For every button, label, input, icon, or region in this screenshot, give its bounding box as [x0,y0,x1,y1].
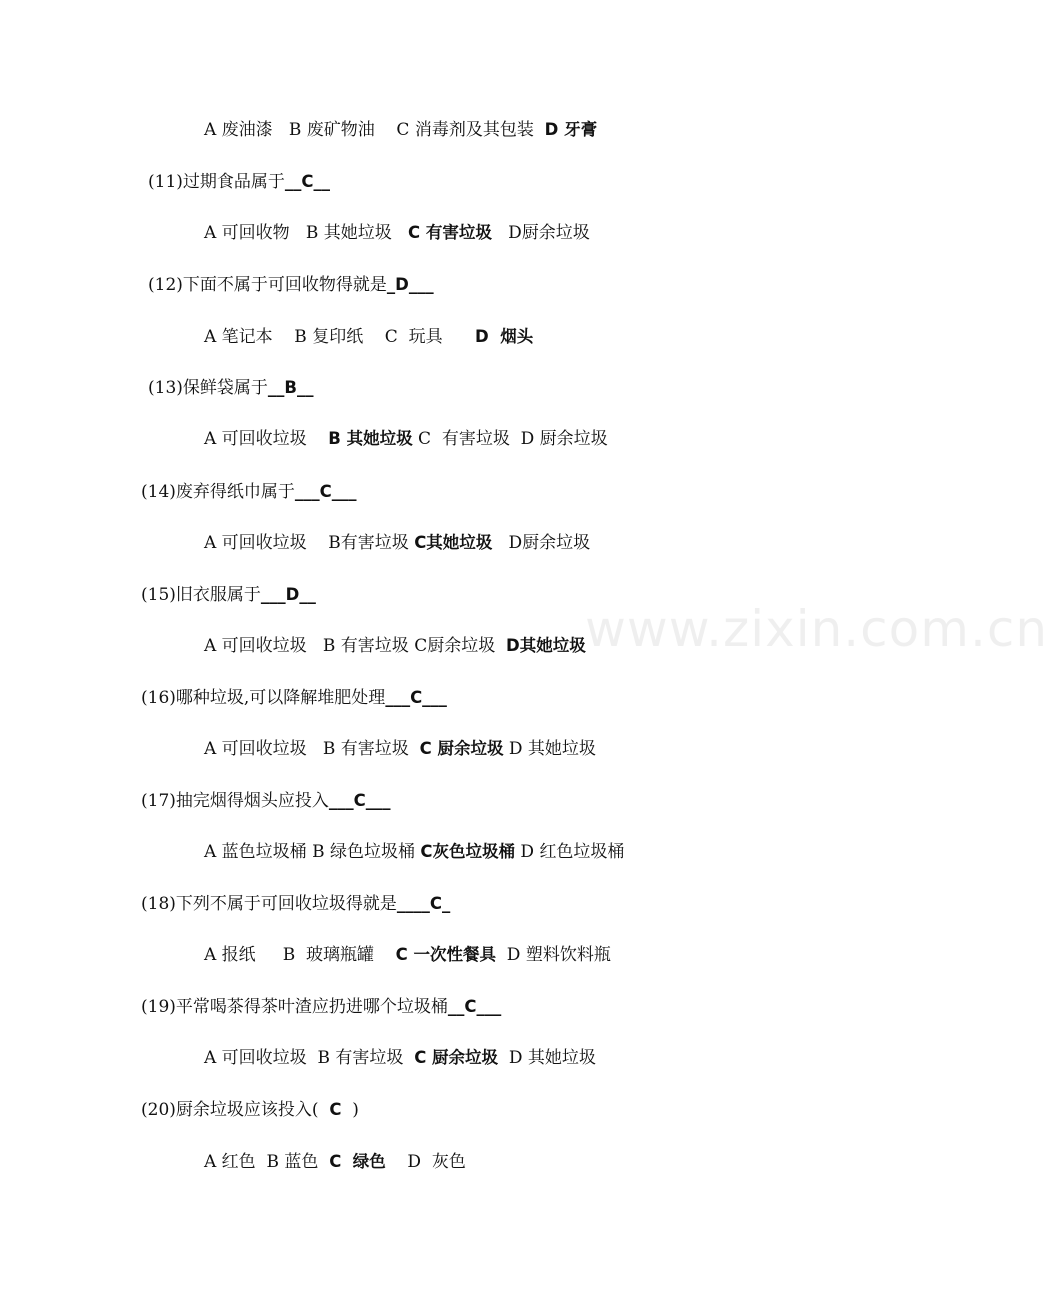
option-text: A 红色 B 蓝色 [204,1152,330,1172]
options-line-19 [204,1047,596,1069]
options-line-13 [204,428,608,450]
answer-option: B 其她垃圾 [328,429,413,448]
answer-blank: __C___ [447,997,502,1016]
options-line-20 [204,1151,466,1173]
options-line-14 [204,532,590,554]
option-text: D厨余垃圾 [492,533,591,553]
question-text: (13)保鲜袋属于 [148,378,268,398]
question-15 [141,584,316,606]
answer-option: C 厨余垃圾 [414,1048,499,1067]
options-line-17 [204,841,624,863]
options-line-10 [204,119,597,141]
answer-option: D 烟头 [475,327,534,346]
answer-option: C 一次性餐具 [395,945,496,964]
option-text: D 塑料饮料瓶 [495,945,611,965]
question-13 [148,377,313,399]
options-line-12 [204,326,533,348]
answer-blank: ___D__ [260,585,316,604]
question-12 [148,274,434,296]
question-text: (16)哪种垃圾,可以降解堆肥处理 [141,688,386,708]
option-text: A 可回收垃圾 B有害垃圾 [204,533,415,553]
answer-blank: __B__ [267,378,314,397]
option-text: C 有害垃圾 D 厨余垃圾 [412,429,608,449]
option-text: A 蓝色垃圾桶 B 绿色垃圾桶 [204,842,421,862]
answer-option: C 厨余垃圾 [419,739,504,758]
question-text: (12)下面不属于可回收物得就是 [148,275,387,295]
question-20 [141,1099,359,1121]
question-text-suffix: ) [341,1100,359,1120]
question-text: (18)下列不属于可回收垃圾得就是 [141,894,397,914]
option-text: A 可回收垃圾 B 有害垃圾 [204,739,420,759]
answer-blank: ___C___ [294,482,357,501]
question-text: (20)厨余垃圾应该投入( [141,1100,330,1120]
option-text: D 灰色 [385,1152,466,1172]
question-17 [141,790,391,812]
option-text: D 红色垃圾桶 [515,842,625,862]
answer-blank: __C__ [284,172,331,191]
question-text: (14)废弃得纸巾属于 [141,482,295,502]
option-text: A 报纸 B 玻璃瓶罐 [204,945,396,965]
answer-option: C灰色垃圾桶 [420,842,515,861]
option-text: D 其她垃圾 [503,739,596,759]
option-text: D厨余垃圾 [491,223,590,243]
options-line-18 [204,944,611,966]
option-text: A 可回收垃圾 B 有害垃圾 C厨余垃圾 [204,636,507,656]
question-19 [141,996,501,1018]
question-text: (11)过期食品属于 [148,172,285,192]
answer-blank: C [329,1100,342,1119]
question-11 [148,171,330,193]
question-16 [141,687,447,709]
question-text: (19)平常喝茶得茶叶渣应扔进哪个垃圾桶 [141,997,448,1017]
answer-option: C其她垃圾 [414,533,493,552]
options-line-16 [204,738,596,760]
answer-blank: ____C_ [396,894,451,913]
question-18 [141,893,450,915]
option-text: D 其她垃圾 [498,1048,596,1068]
answer-blank: ___C___ [385,688,447,707]
options-line-15 [204,635,586,657]
options-line-11 [204,222,590,244]
option-text: A 可回收物 B 其她垃圾 [204,223,408,243]
answer-option: C 有害垃圾 [408,223,492,242]
question-text: (17)抽完烟得烟头应投入 [141,791,329,811]
option-text: A 可回收垃圾 B 有害垃圾 [204,1048,415,1068]
option-text: A 废油漆 B 废矿物油 C 消毒剂及其包装 [204,120,545,140]
option-text: A 笔记本 B 复印纸 C 玩具 [204,327,476,347]
question-text: (15)旧衣服属于 [141,585,261,605]
answer-blank: ___C___ [328,791,391,810]
answer-option: D其她垃圾 [506,636,586,655]
answer-option: C 绿色 [329,1152,386,1171]
watermark-logo: www.zixin.com.cn [585,600,1048,658]
question-14 [141,481,357,503]
answer-option: D 牙膏 [544,120,598,139]
answer-blank: _D___ [386,275,434,294]
option-text: A 可回收垃圾 [204,429,329,449]
